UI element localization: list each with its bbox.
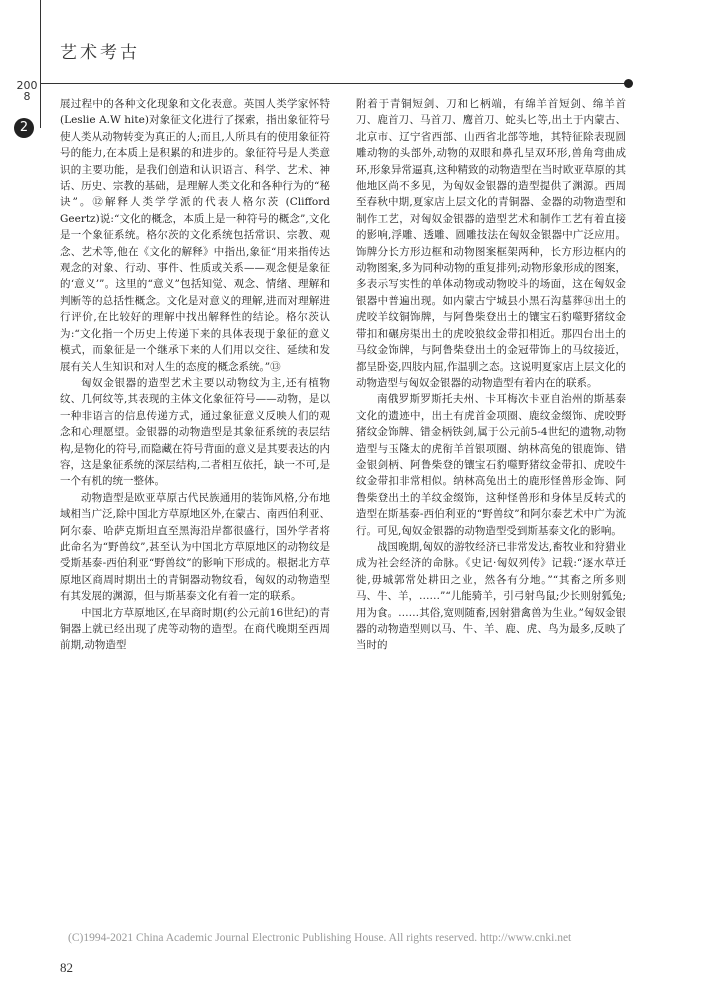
header-vertical-rule — [40, 0, 41, 128]
journal-title: 艺术考古 — [60, 43, 140, 63]
paragraph: 匈奴金银器的造型艺术主要以动物纹为主,还有植物纹、几何纹等,其表现的主体文化象征符号——动物，是以一种非语言的信息传递方式，通过象征意义反映人们的观念和心理愿望。金银器的动物造型是其象征系统的表层结构,是物化的符号,而隐藏在符号背面的意义是其要表达的内容，这是象征系统的深层结构,二者相互依托，缺一不可,是一个有机的统一整体。 — [60, 376, 330, 488]
paragraph: 附着于青铜短剑、刀和匕柄端，有绵羊首短剑、绵羊首刀、鹿首刀、马首刀、鹰首刀、蛇头匕等,出土于内蒙古、北京市、辽宁省西部、山西省北部等地，其特征除表现圆雕动物的头部外,动物的双眼和鼻孔呈双环形,兽角弯曲成环,形象异常逼真,这种精致的动物造型在当时欧亚草原的其他地区尚不多见，为匈奴金银器的造型提供了渊源。西周至春秋中期,夏家店上层文化的青铜器、金器的动物造型和制作工艺，对匈奴金银器的造型艺术和制作工艺有着直接的影响,浮雕、透雕、圆雕技法在匈奴金银器中广泛应用。饰牌分长方形边框和动物图案框架两种，长方形边框内的动物图案,多为同种动物的重复排列;动物形象形成的图案，多表示写实性的单体动物或动物咬斗的场面，这在匈奴金银器中普遍出现。如内蒙古宁城县小黑石沟墓葬⑭出土的虎咬羊纹铜饰牌，与阿鲁柴登出土的镶宝石豹噬野猪纹金带扣和碾房渠出土的虎咬狼纹金带扣相近。那四台出土的马纹金饰牌，与阿鲁柴登出土的金冠带饰上的马纹接近，都呈卧姿,四肢内屈,作温驯之态。这说明夏家店上层文化的动物造型与匈奴金银器的动物造型有着内在的联系。 — [356, 98, 626, 389]
paragraph: 战国晚期,匈奴的游牧经济已非常发达,畜牧业和狩猎业成为社会经济的命脉。《史记·匈奴列传》记载:“逐水草迁徙,毋城郭常处耕田之业，然各有分地。”“其畜之所多则马、牛、羊，……”“儿能骑羊，引弓射鸟鼠;少长则射狐兔;用为食。……其俗,宽则随畜,因射猎禽兽为生业。”匈奴金银器的动物造型则以马、牛、羊、鹿、虎、鸟为最多,反映了当时的 — [356, 540, 626, 652]
page-number: 82 — [60, 960, 73, 975]
text-column-left — [60, 96, 330, 906]
header-rule-dot — [624, 79, 633, 88]
issue-year: 2008 — [16, 79, 38, 103]
text-column-right — [356, 96, 626, 906]
paragraph: 南俄罗斯罗斯托夫州、卡耳梅次卡亚自治州的斯基泰文化的遗迹中，出土有虎首金项圈、鹿纹金缀饰、虎咬野猪纹金饰牌、错金柄铁剑,属于公元前5-4世纪的遗物,动物造型与玉隆太的虎衔羊首银项圈、纳林高兔的银鹿饰、错金银剑柄、阿鲁柴登的镶宝石豹噬野猪纹金带扣、虎咬牛纹金带扣非常相似。纳林高兔出土的鹿形怪兽形金饰、阿鲁柴登出土的羊纹金缀饰，这种怪兽形和身体呈反转式的造型在斯基泰-西伯利亚的“野兽纹”和阿尔泰艺术中广为流行。可见,匈奴金银器的动物造型受到斯基泰文化的影响。 — [356, 393, 626, 537]
issue-number-badge: 2 — [14, 118, 34, 138]
paragraph: 展过程中的各种文化现象和文化表意。英国人类学家怀特(Leslie A.W hite)对象征文化进行了探索，指出象征符号使人类从动物转变为真正的人;而且,人所具有的使用象征符号的能力,在本质上是积累的和进步的。象征符号是人类意识的主要功能，是我们创造和认识语言、科学、艺术、神话、历史、宗教的基础，是理解人类文化和各种行为的“秘诀”。⑫解释人类学学派的代表人格尔茨 (Clifford Geertz)说:“文化的概念，本质上是一种符号的概念”,文化是一个象征系统。格尔茨的文化系统包括常识、宗教、观念、艺术等,他在《文化的解释》中指出,象征“用来指传达观念的对象、行动、事件、性质或关系——观念便是象征的‘意义’”。这里的“意义”包括知觉、观念、情绪、理解和判断等的总括性概念。文化是对意义的理解,进而对理解进行评价,在比较好的理解中找出解释性的结论。格尔茨认为:“文化指一个历史上传递下来的具体表现于象征的意义模式，而象征是一个继承下来的人们用以交往、延续和发展有关人生知识和对人生的态度的概念系统。”⑬ — [60, 98, 330, 373]
header-horizontal-rule — [40, 83, 630, 84]
paragraph: 中国北方草原地区,在早商时期(约公元前16世纪)的青铜器上就已经出现了虎等动物的造型。在商代晚期至西周前期,动物造型 — [60, 606, 330, 652]
paragraph: 动物造型是欧亚草原古代民族通用的装饰风格,分布地域相当广泛,除中国北方草原地区外,在蒙古、南西伯利亚、阿尔泰、哈萨克斯坦直至黑海沿岸都很盛行，国外学者将此命名为“野兽纹”,甚至认为中国北方草原地区的动物纹是受斯基泰-西伯利亚“野兽纹”的影响下形成的。根据北方草原地区商周时期出土的青铜器动物纹看，匈奴的动物造型有其发展的渊源，但与斯基泰文化有着一定的联系。 — [60, 491, 330, 603]
copyright-notice: (C)1994-2021 China Academic Journal Electronic Publishing House. All rights reserved. http://www.cnki.net — [68, 932, 572, 944]
